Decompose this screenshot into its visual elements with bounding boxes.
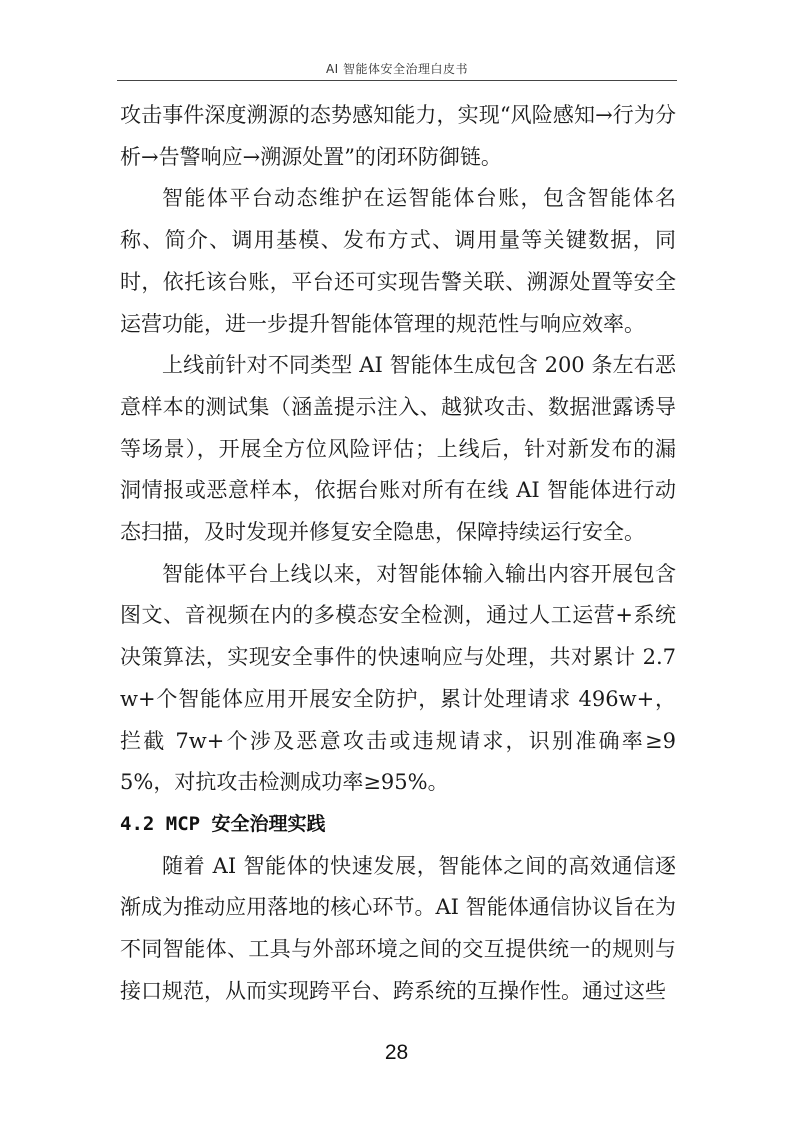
running-header: AI 智能体安全治理白皮书 (325, 62, 469, 76)
paragraph-pre-launch-testing: 上线前针对不同类型 AI 智能体生成包含 200 条左右恶意样本的测试集（涵盖提示注入、越狱攻击、数据泄露诱导等场景），开展全方位风险评估；上线后，针对新发布的漏洞情报或恶意样本，依据台账对所有在线 AI 智能体进行动态扫描，及时发现并修复安全隐患，保障持续运行安全。 (120, 353, 676, 545)
paragraph-platform-results: 智能体平台上线以来，对智能体输入输出内容开展包含图文、音视频在内的多模态安全检测，通过人工运营+系统决策算法，实现安全事件的快速响应与处理，共对累计 2.7w+个智能体应用开展安全防护，累计处理请求 496w+，拦截 7w+个涉及恶意攻击或违规请求，识别准确率≥95%，对抗攻击检测成功率≥95%。 (120, 561, 676, 795)
document-body (120, 95, 676, 1012)
header-rule (117, 80, 677, 81)
paragraph-agent-ledger: 智能体平台动态维护在运智能体台账，包含智能体名称、简介、调用基模、发布方式、调用量等关键数据，同时，依托该台账，平台还可实现告警关联、溯源处置等安全运营功能，进一步提升智能体管理的规范性与响应效率。 (120, 186, 676, 336)
paragraph-mcp-intro: 随着 AI 智能体的快速发展，智能体之间的高效通信逐渐成为推动应用落地的核心环节。AI 智能体通信协议旨在为不同智能体、工具与外部环境之间的交互提供统一的规则与接口规范，从而实现跨平台、跨系统的互操作性。通过这些 (120, 853, 676, 1003)
section-heading: 4.2 MCP 安全治理实践 (120, 812, 326, 835)
paragraph-continued: 攻击事件深度溯源的态势感知能力，实现“风险感知→行为分析→告警响应→溯源处置”的闭环防御链。 (120, 103, 676, 169)
page-number: 28 (384, 1041, 409, 1064)
